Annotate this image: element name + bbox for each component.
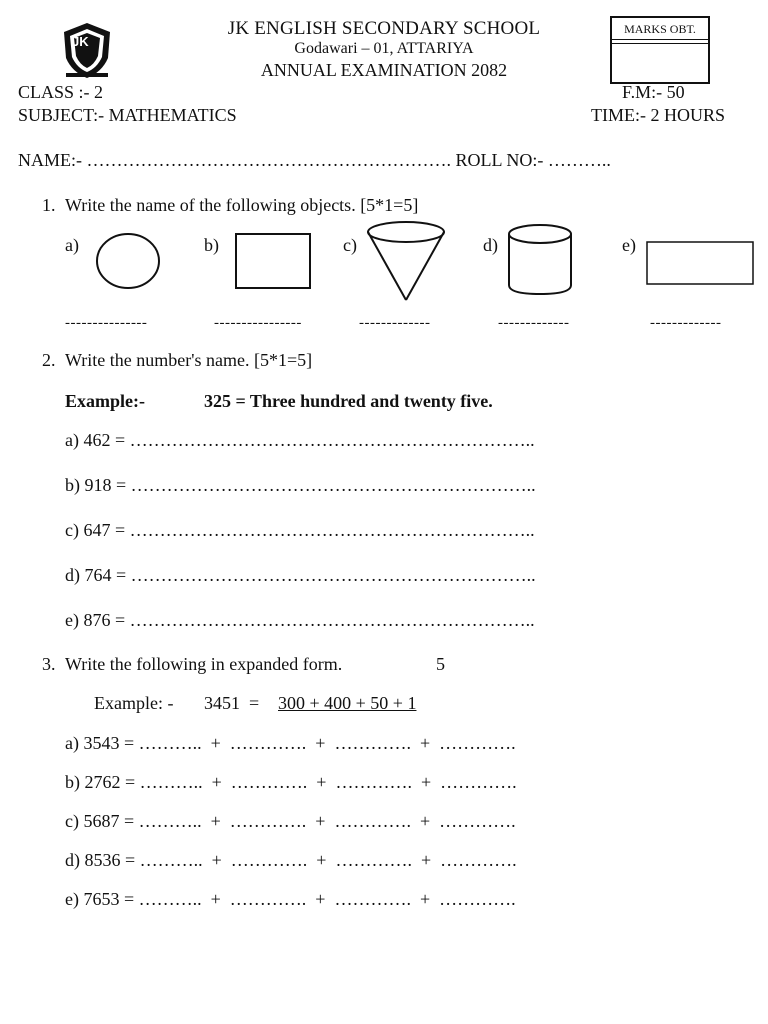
q3-example-label: Example: - <box>94 693 174 713</box>
exam-title: ANNUAL EXAMINATION 2082 <box>260 60 508 80</box>
q2-item-b: b) 918 = ………………………………………………………….. <box>65 475 536 495</box>
q1-item-label-d: d) <box>483 235 498 255</box>
q3-item-d: d) 8536 = ……….. + …………. + …………. + …………. <box>65 850 517 870</box>
q3-marks: 5 <box>436 654 445 674</box>
class-label: CLASS :- 2 <box>18 82 104 102</box>
q1-blank-c: ------------- <box>359 315 431 331</box>
school-address: Godawari – 01, ATTARIYA <box>294 40 474 57</box>
q1-text: Write the name of the following objects. [5*1=5] <box>65 195 419 215</box>
q2-item-e: e) 876 = ………………………………………………………….. <box>65 610 535 630</box>
q2-example-text: 325 = Three hundred and twenty five. <box>204 391 493 411</box>
marks-obtained-box <box>610 16 710 84</box>
q1-blank-d: ------------- <box>498 315 570 331</box>
q1-number: 1. <box>42 195 56 215</box>
rectangle-shape <box>645 240 757 288</box>
school-name: JK ENGLISH SECONDARY SCHOOL <box>227 18 541 39</box>
q3-item-b: b) 2762 = ……….. + …………. + …………. + …………. <box>65 772 517 792</box>
q2-number: 2. <box>42 350 56 370</box>
square-shape <box>234 232 314 290</box>
q3-text: Write the following in expanded form. <box>65 654 343 674</box>
circle-shape <box>95 233 161 291</box>
q3-number: 3. <box>42 654 56 674</box>
q3-item-e: e) 7653 = ……….. + …………. + …………. + …………. <box>65 889 516 909</box>
q2-item-a: a) 462 = ………………………………………………………….. <box>65 430 535 450</box>
q1-blank-b: ---------------- <box>214 315 302 331</box>
q1-blank-a: --------------- <box>65 315 148 331</box>
q3-item-c: c) 5687 = ……….. + …………. + …………. + …………. <box>65 811 516 831</box>
q2-item-c: c) 647 = ………………………………………………………….. <box>65 520 535 540</box>
name-roll-line: NAME:- ……………………………………………………. ROLL NO:- ……….. <box>18 150 611 170</box>
full-marks-label: F.M:- 50 <box>622 82 685 102</box>
q1-item-label-c: c) <box>343 235 357 255</box>
q2-item-d: d) 764 = ………………………………………………………….. <box>65 565 536 585</box>
q3-example-lhs: 3451 = <box>204 693 260 713</box>
q2-example-label: Example:- <box>65 391 145 411</box>
q3-item-a: a) 3543 = ……….. + …………. + …………. + …………. <box>65 733 516 753</box>
q2-text: Write the number's name. [5*1=5] <box>65 350 313 370</box>
cone-shape <box>366 220 448 304</box>
marks-obtained-label: MARKS OBT. <box>612 18 708 40</box>
q3-example-rhs: 300 + 400 + 50 + 1 <box>278 693 417 713</box>
q1-item-label-a: a) <box>65 235 79 255</box>
q1-item-label-b: b) <box>204 235 219 255</box>
subject-label: SUBJECT:- MATHEMATICS <box>18 105 237 125</box>
logo-text: JK <box>72 34 89 49</box>
q1-item-label-e: e) <box>622 235 636 255</box>
time-label: TIME:- 2 HOURS <box>591 105 725 125</box>
cylinder-shape <box>507 223 575 297</box>
q1-blank-e: ------------- <box>650 315 722 331</box>
